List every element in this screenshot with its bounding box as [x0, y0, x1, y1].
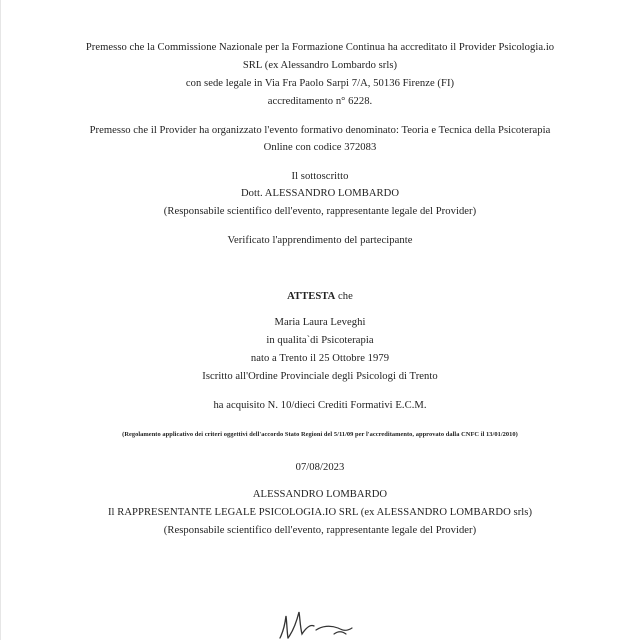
participant-name: Maria Laura Leveghi — [274, 317, 366, 328]
footer-name: ALESSANDRO LOMBARDO — [252, 489, 388, 500]
signatory-name: Dott. ALESSANDRO LOMBARDO — [240, 188, 400, 199]
regulation-note: (Regolamento applicativo dei criteri oggettivi dell'accordo Stato Regioni del 5/11/09 per l'accreditamento, approvato dalla CNFC il 13/01/2010) — [122, 431, 518, 438]
preamble-line-3: con sede legale in Via Fra Paolo Sarpi 7/A, 50136 Firenze (FI) — [185, 78, 455, 89]
participant-qualification: in qualita`di Psicoterapia — [266, 335, 374, 346]
signatory-intro: Il sottoscritto — [291, 171, 349, 182]
participant-registry: Iscritto all'Ordine Provinciale degli Psicologi di Trento — [202, 371, 438, 382]
event-line-2: Online con codice 372083 — [263, 142, 377, 153]
issue-date: 07/08/2023 — [295, 462, 345, 473]
verification-text: Verificato l'apprendimento del partecipante — [227, 235, 413, 246]
participant-birth: nato a Trento il 25 Ottobre 1979 — [250, 353, 390, 364]
preamble-line-1: Premesso che la Commissione Nazionale per la Formazione Continua ha accreditato il Provider Psicologia.io — [85, 42, 555, 53]
signature-scribble — [272, 604, 372, 640]
footer-role: (Responsabile scientifico dell'evento, rappresentante legale del Provider) — [163, 525, 477, 536]
credits-text: ha acquisito N. 10/dieci Crediti Formativi E.C.M. — [213, 400, 427, 411]
signatory-role: (Responsabile scientifico dell'evento, rappresentante legale del Provider) — [163, 206, 477, 217]
attesta-keyword: ATTESTA — [287, 291, 336, 302]
attesta-heading — [0, 290, 640, 303]
attesta-suffix: che — [335, 291, 353, 302]
event-line-1: Premesso che il Provider ha organizzato l'evento formativo denominato: Teoria e Tecnica della Psicoterapia — [89, 125, 551, 136]
preamble-line-4: accreditamento n° 6228. — [267, 96, 373, 107]
preamble-line-2: SRL (ex Alessandro Lombardo srls) — [242, 60, 398, 71]
footer-title: Il RAPPRESENTANTE LEGALE PSICOLOGIA.IO SRL (ex ALESSANDRO LOMBARDO srls) — [107, 507, 533, 518]
